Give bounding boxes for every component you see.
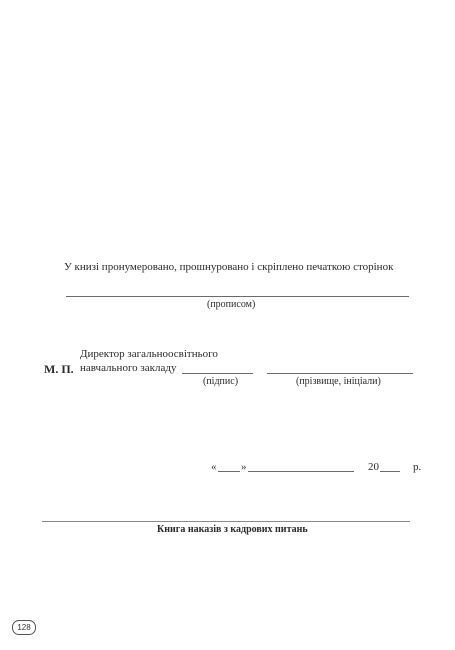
date-month-line bbox=[248, 471, 354, 472]
in-words-caption: (прописом) bbox=[207, 299, 256, 310]
name-line bbox=[267, 373, 413, 374]
date-close-quote: » bbox=[241, 461, 247, 473]
date-year-prefix: 20 bbox=[368, 461, 379, 473]
signature-line bbox=[182, 373, 253, 374]
footer-rule bbox=[42, 521, 410, 522]
footer-title: Книга наказів з кадрових питань bbox=[157, 524, 308, 535]
pages-in-words-line bbox=[66, 296, 409, 297]
page-number: 128 bbox=[12, 620, 36, 635]
director-title-line1: Директор загальноосвітнього bbox=[80, 348, 218, 360]
date-year-suffix: р. bbox=[413, 461, 422, 473]
stamp-label: М. П. bbox=[44, 362, 74, 376]
signature-caption: (підпис) bbox=[203, 376, 239, 387]
date-year-line bbox=[380, 471, 400, 472]
director-title-line2: навчального закладу bbox=[80, 362, 177, 374]
pages-statement: У книзі пронумеровано, прошнуровано і скріплено печаткою сторінок bbox=[64, 261, 394, 273]
date-day-line bbox=[218, 471, 240, 472]
name-caption: (прізвище, ініціали) bbox=[296, 376, 381, 387]
date-open-quote: « bbox=[211, 461, 217, 473]
